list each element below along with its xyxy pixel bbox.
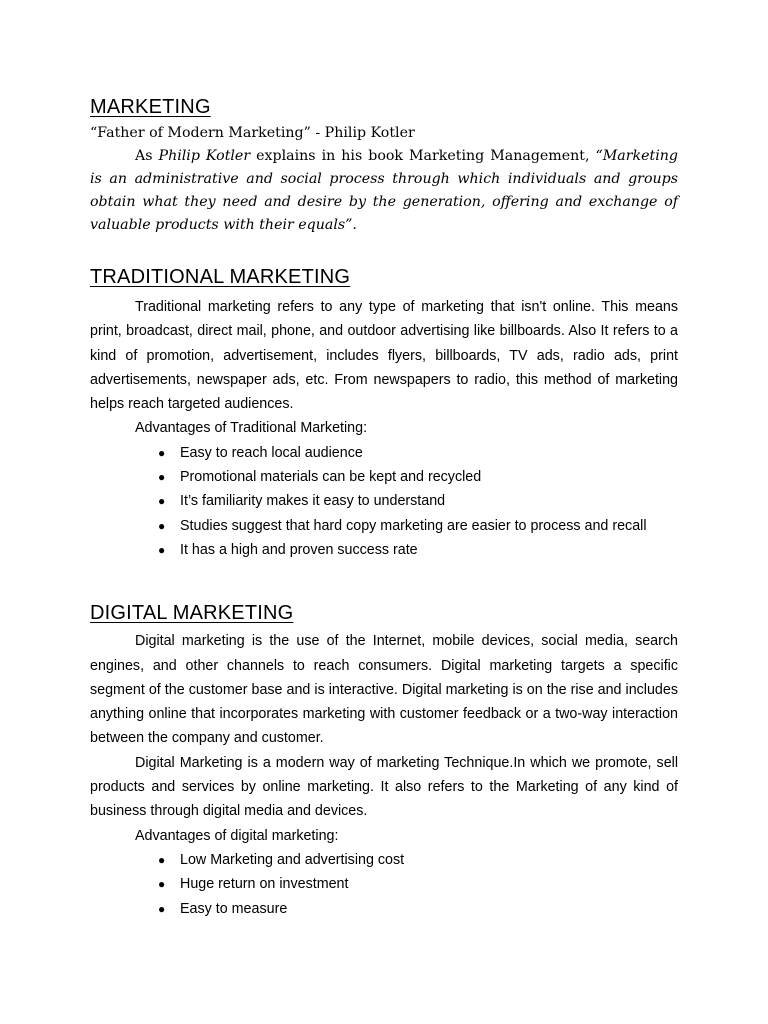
list-item: [158, 514, 678, 538]
list-item-text: Easy to reach local audience: [180, 444, 363, 461]
list-item: [158, 441, 678, 465]
traditional-advantages-list: [90, 441, 678, 562]
bullet-icon: ●: [158, 445, 166, 460]
bullet-icon: ●: [158, 901, 166, 916]
heading-traditional-marketing: TRADITIONAL MARKETING: [90, 266, 351, 288]
document-page: [90, 94, 678, 921]
bullet-icon: ●: [158, 470, 166, 485]
heading-marketing: MARKETING: [90, 96, 211, 118]
quote-text: “Marketing is an administrative and social process through which individuals and groups obtain what they need and desire by the generation, offering and exchange of valuable products with their equals”.: [90, 148, 678, 233]
digital-advantages-label: Advantages of digital marketing:: [135, 827, 339, 844]
quote-author: Philip Kotler: [158, 148, 251, 164]
bullet-icon: ●: [158, 518, 166, 533]
list-item-text: It has a high and proven success rate: [180, 541, 418, 558]
list-item-text: Low Marketing and advertising cost: [180, 851, 405, 868]
section-digital-marketing: [90, 600, 678, 921]
traditional-paragraph: Traditional marketing refers to any type of marketing that isn't online. This means print, broadcast, direct mail, phone, and outdoor advertising like billboards. Also It refers to a kind of promotion, advertisement, includes flyers, billboards, TV ads, radio ads, print advertisements, newspaper ads, etc. From newspapers to radio, this method of marketing helps reach targeted audiences.: [90, 299, 678, 413]
quote-mid: explains in his book Marketing Management,: [250, 148, 596, 164]
bullet-icon: ●: [158, 494, 166, 509]
list-item-text: Studies suggest that hard copy marketing are easier to process and recall: [180, 517, 647, 534]
digital-paragraph-2: Digital Marketing is a modern way of marketing Technique.In which we promote, sell products and services by online marketing. It also refers to the Marketing of any kind of business through digital media and devices.: [90, 754, 678, 820]
list-item-text: Promotional materials can be kept and recycled: [180, 469, 482, 486]
list-item: [158, 465, 678, 489]
list-item: [158, 848, 678, 872]
bullet-icon: ●: [158, 852, 166, 867]
section-traditional-marketing: [90, 264, 678, 562]
list-item: [158, 489, 678, 513]
traditional-advantages-label: Advantages of Traditional Marketing:: [135, 420, 368, 437]
digital-advantages-list: [90, 848, 678, 921]
list-item: [158, 872, 678, 896]
subtitle-father-of-marketing: “Father of Modern Marketing” - Philip Kotler: [90, 125, 415, 141]
list-item: [158, 897, 678, 921]
kotler-quote-paragraph: [90, 145, 678, 237]
heading-digital-marketing: DIGITAL MARKETING: [90, 602, 294, 625]
digital-paragraph-1: Digital marketing is the use of the Internet, mobile devices, social media, search engines, and other channels to reach consumers. Digital marketing targets a specific segment of the customer base and is interactive. Digital marketing is on the rise and includes anything online that incorporates marketing with customer feedback or a two-way interaction between the company and customer.: [90, 633, 678, 747]
list-item-text: It’s familiarity makes it easy to understand: [180, 493, 446, 510]
list-item-text: Easy to measure: [180, 900, 288, 917]
list-item: [158, 538, 678, 562]
section-marketing: [90, 94, 678, 237]
quote-prefix: As: [135, 148, 159, 164]
bullet-icon: ●: [158, 542, 166, 557]
list-item-text: Huge return on investment: [180, 876, 349, 893]
bullet-icon: ●: [158, 877, 166, 892]
